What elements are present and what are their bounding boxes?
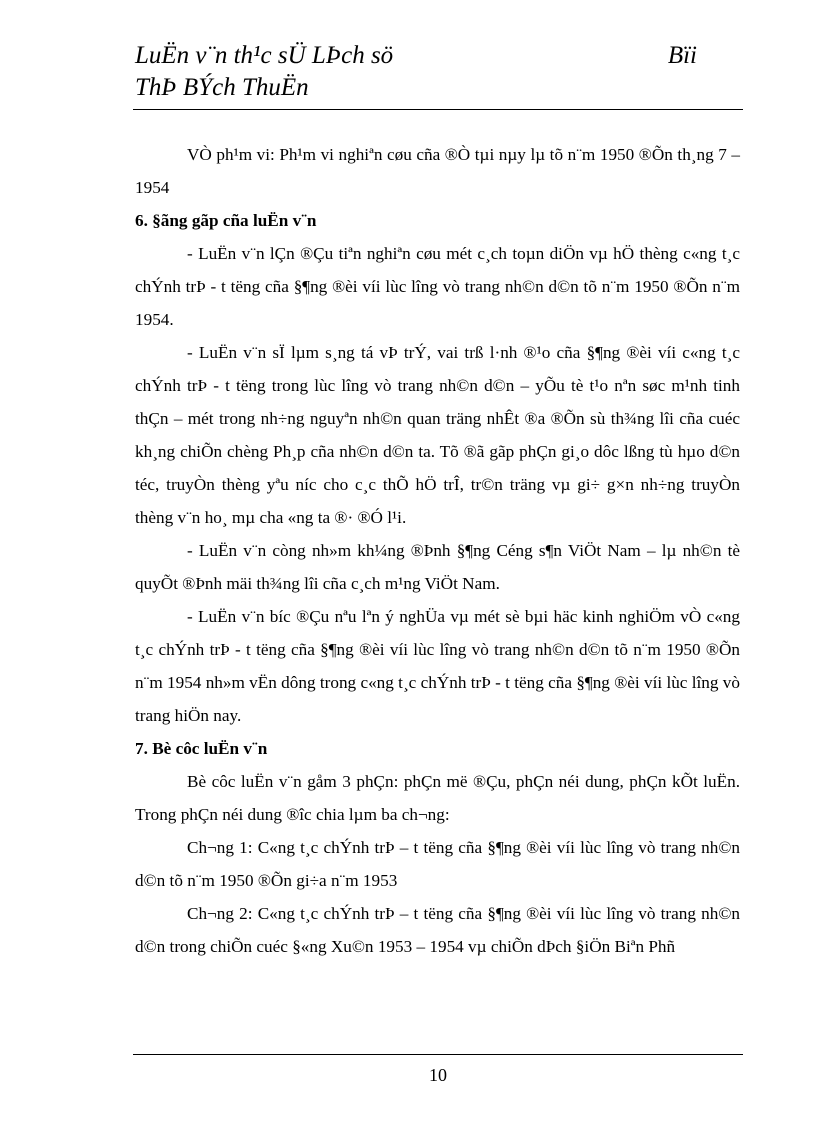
- header-title-line1: LuËn v¨n th¹c sÜ LÞch sö: [135, 42, 394, 69]
- paragraph-chapter-2: Ch¬ng 2: C«ng t¸c chÝnh trÞ – t tëng cña §¶ng ®èi víi lùc lîng vò trang nh©n d©n trong chiÕn cuéc §«ng Xu©n 1953 – 1954 vµ chiÕn dÞch §iÖn Biªn Phñ: [135, 904, 740, 956]
- header-divider: [133, 109, 743, 110]
- page-number: 10: [429, 1065, 447, 1085]
- paragraph-contribution-1: - LuËn v¨n lÇn ®Çu tiªn nghiªn cøu mét c¸ch toµn diÖn vµ hÖ thèng c«ng t¸c chÝnh trÞ - t tëng cña §¶ng ®èi víi lùc lîng vò trang nh©n d©n tõ n¨m 1950 ®Õn n¨m 1954.: [135, 244, 740, 329]
- header-title-line2: ThÞ BÝch ThuËn: [135, 74, 309, 101]
- paragraph-contribution-3: - LuËn v¨n còng nh»m kh¼ng ®Þnh §¶ng Céng s¶n ViÖt Nam – lµ nh©n tè quyÕt ®Þnh mäi th¾ng lîi cña c¸ch m¹ng ViÖt Nam.: [135, 541, 740, 593]
- paragraph-contribution-4: - LuËn v¨n bíc ®Çu nªu lªn ý nghÜa vµ mét sè bµi häc kinh nghiÖm vÒ c«ng t¸c chÝnh trÞ - t tëng cña §¶ng ®èi víi lùc lîng vò trang nh©n d©n tõ n¨m 1950 ®Õn n¨m 1954 nh»m vËn dông trong c«ng t¸c chÝnh trÞ - t tëng cña §¶ng ®èi víi lùc lîng vò trang hiÖn nay.: [135, 607, 740, 725]
- paragraph-scope: VÒ ph¹m vi: Ph¹m vi nghiªn cøu cña ®Ò tµi nµy lµ tõ n¨m 1950 ®Õn th¸ng 7 – 1954: [135, 145, 740, 197]
- heading-structure: 7. Bè côc luËn v¨n: [135, 739, 268, 758]
- page-header: [133, 38, 743, 108]
- header-author: Bïi: [667, 42, 697, 69]
- page-body: [135, 138, 740, 963]
- footer-divider: [133, 1054, 743, 1055]
- paragraph-contribution-2: - LuËn v¨n sÏ lµm s¸ng tá vÞ trÝ, vai trß l·nh ®¹o cña §¶ng ®èi víi c«ng t¸c chÝnh trÞ - t tëng trong lùc lîng vò trang nh©n d©n – yÕu tè t¹o nªn søc m¹nh tinh thÇn – mét trong nh÷ng nguyªn nh©n quan träng nhÊt ®a ®Õn sù th¾ng lîi cña cuéc kh¸ng chiÕn chèng Ph¸p cña nh©n d©n ta. Tõ ®ã gãp phÇn gi¸o dôc lßng tù hµo d©n téc, truyÒn thèng yªu níc cho c¸c thÕ hÖ trÎ, tr©n träng vµ gi÷ g×n nh÷ng truyÒn thèng v¨n ho¸ mµ cha «ng ta ®· ®Ó l¹i.: [135, 343, 740, 527]
- heading-contributions: 6. §ãng gãp cña luËn v¨n: [135, 211, 317, 230]
- paragraph-structure: Bè côc luËn v¨n gåm 3 phÇn: phÇn më ®Çu, phÇn néi dung, phÇn kÕt luËn. Trong phÇn néi dung ®îc chia lµm ba ch¬ng:: [135, 772, 740, 824]
- paragraph-chapter-1: Ch¬ng 1: C«ng t¸c chÝnh trÞ – t tëng cña §¶ng ®èi víi lùc lîng vò trang nh©n d©n tõ n¨m 1950 ®Õn gi÷a n¨m 1953: [135, 838, 740, 890]
